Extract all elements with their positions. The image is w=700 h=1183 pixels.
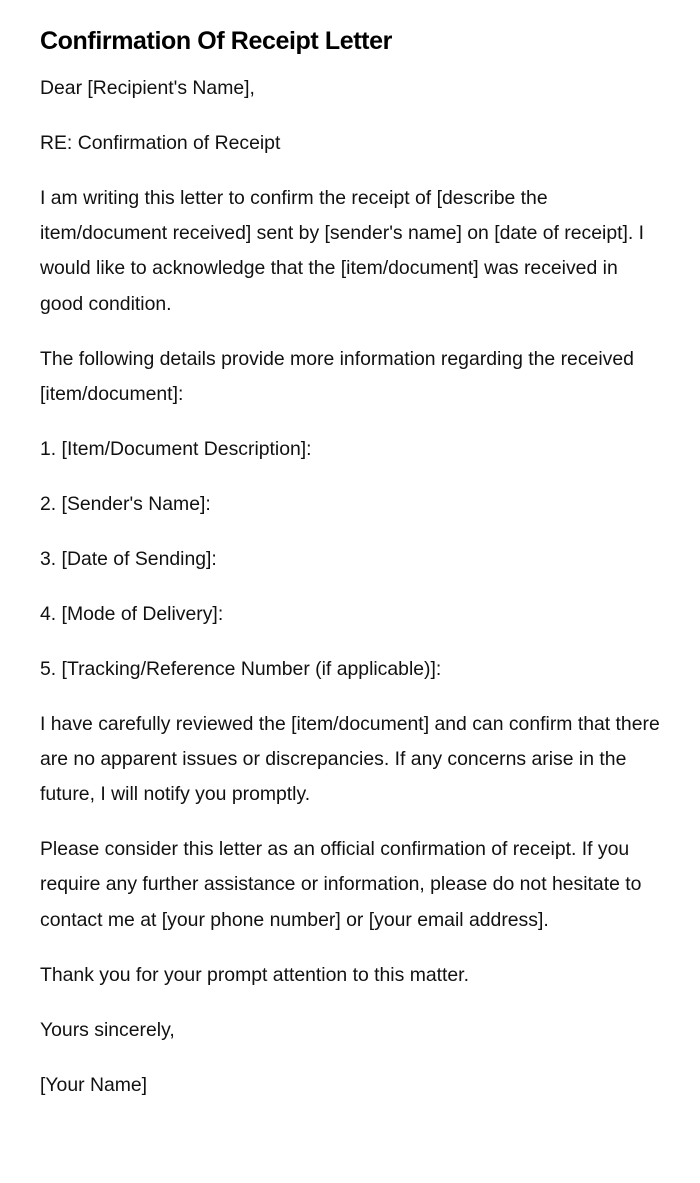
subject-line: RE: Confirmation of Receipt — [40, 132, 281, 154]
salutation: Dear [Recipient's Name], — [40, 77, 255, 99]
closing: Yours sincerely, — [40, 1018, 175, 1041]
list-item: 2. [Sender's Name]: — [40, 492, 211, 515]
details-paragraph: The following details provide more information regarding the received [item/document]: — [40, 347, 634, 405]
thanks-paragraph: Thank you for your prompt attention to this matter. — [40, 963, 469, 986]
list-item: 5. [Tracking/Reference Number (if applicable)]: — [40, 657, 442, 680]
signature: [Your Name] — [40, 1073, 148, 1096]
intro-paragraph: I am writing this letter to confirm the receipt of [describe the item/document received] sent by [sender's name] on [date of receipt]. I would like to acknowledge that the [item/document] was received in good condition. — [40, 187, 645, 315]
letter-document — [40, 22, 660, 1123]
list-item: 1. [Item/Document Description]: — [40, 437, 312, 460]
page-title: Confirmation Of Receipt Letter — [40, 27, 392, 55]
list-item: 3. [Date of Sending]: — [40, 547, 217, 570]
details-list — [40, 432, 660, 687]
list-item: 4. [Mode of Delivery]: — [40, 602, 224, 625]
contact-paragraph: Please consider this letter as an official confirmation of receipt. If you require any further assistance or information, please do not hesitate to contact me at [your phone number] or [your email address]. — [40, 838, 642, 931]
review-paragraph: I have carefully reviewed the [item/document] and can confirm that there are no apparent issues or discrepancies. If any concerns arise in the future, I will notify you promptly. — [40, 712, 660, 806]
